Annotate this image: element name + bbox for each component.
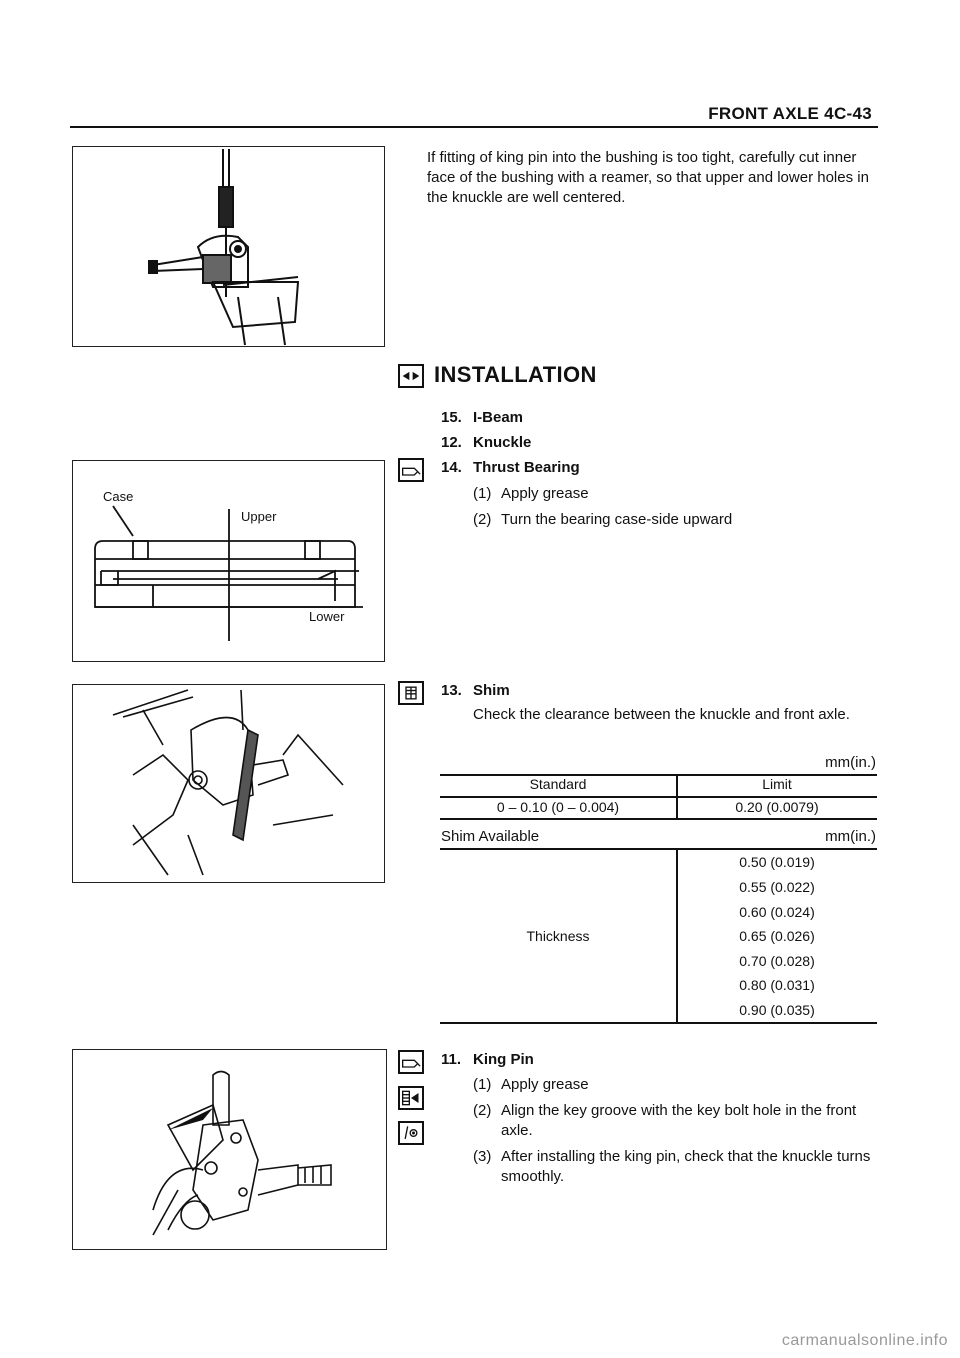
shim-clearance-drawing bbox=[73, 685, 384, 882]
figure-thrust-bearing bbox=[72, 460, 385, 662]
header-limit: Limit bbox=[762, 776, 792, 792]
thickness-value: 0.90 (0.035) bbox=[739, 1002, 815, 1018]
case-label: Case bbox=[103, 489, 134, 504]
thickness-value: 0.80 (0.031) bbox=[739, 977, 815, 993]
thrust-substep-1 bbox=[473, 484, 589, 504]
table-rule bbox=[440, 796, 877, 798]
thickness-value: 0.70 (0.028) bbox=[739, 953, 815, 969]
figure-king-pin bbox=[72, 1049, 387, 1250]
step-label: Knuckle bbox=[473, 434, 532, 451]
step-number: 15. bbox=[441, 409, 462, 426]
substep-number: (1) bbox=[473, 485, 492, 502]
installation-heading: INSTALLATION bbox=[434, 362, 597, 387]
thrust-bearing-drawing bbox=[73, 461, 384, 661]
shim-available-unit: mm(in.) bbox=[825, 828, 876, 845]
step-label: King Pin bbox=[473, 1051, 534, 1068]
limit-value: 0.20 (0.0079) bbox=[735, 799, 819, 815]
page-header-title: FRONT AXLE 4C-43 bbox=[708, 104, 872, 123]
reamer-knuckle-drawing bbox=[73, 147, 384, 346]
table-rule bbox=[440, 818, 877, 820]
step-king-pin bbox=[441, 1050, 534, 1070]
step-knuckle bbox=[441, 433, 531, 453]
shim-available-label: Shim Available bbox=[441, 828, 540, 845]
king-pin-substep-1 bbox=[473, 1075, 878, 1095]
step-label: I-Beam bbox=[473, 409, 524, 426]
substep-text: Apply grease bbox=[501, 1076, 589, 1093]
thickness-value: 0.60 (0.024) bbox=[739, 904, 815, 920]
lower-label: Lower bbox=[309, 609, 345, 624]
step-number: 11. bbox=[441, 1051, 462, 1068]
thickness-value: 0.65 (0.026) bbox=[739, 928, 815, 944]
step-number: 12. bbox=[441, 434, 462, 451]
clearance-unit: mm(in.) bbox=[825, 754, 876, 771]
substep-number: (2) bbox=[473, 1102, 492, 1119]
table-divider bbox=[676, 774, 678, 818]
thickness-label: Thickness bbox=[526, 928, 590, 944]
measure-icon bbox=[398, 681, 424, 705]
step-thrust-bearing bbox=[441, 458, 580, 478]
check-rotation-icon bbox=[398, 1121, 424, 1145]
footer-watermark: carmanualsonline.info bbox=[781, 1332, 948, 1349]
shim-instruction: Check the clearance between the knuckle and front axle. bbox=[473, 706, 850, 723]
assembly-arrows-icon bbox=[398, 364, 424, 388]
substep-text: After installing the king pin, check that the knuckle turns smoothly. bbox=[501, 1148, 871, 1185]
upper-label: Upper bbox=[241, 509, 277, 524]
king-pin-substep-2 bbox=[473, 1101, 878, 1141]
step-number: 14. bbox=[441, 459, 462, 476]
substep-text: Apply grease bbox=[501, 485, 589, 502]
table-rule bbox=[440, 1022, 877, 1024]
table-rule bbox=[440, 848, 877, 850]
figure-reamer-knuckle bbox=[72, 146, 385, 347]
substep-text: Align the key groove with the key bolt hole in the front axle. bbox=[501, 1102, 857, 1139]
step-label: Thrust Bearing bbox=[473, 459, 580, 476]
header-standard: Standard bbox=[529, 776, 587, 792]
grease-icon bbox=[398, 458, 424, 482]
thickness-value: 0.55 (0.022) bbox=[739, 879, 815, 895]
grease-icon bbox=[398, 1050, 424, 1074]
step-ibeam bbox=[441, 408, 523, 428]
standard-value: 0 – 0.10 (0 – 0.004) bbox=[496, 799, 620, 815]
thrust-substep-2 bbox=[473, 510, 732, 530]
substep-text: Turn the bearing case-side upward bbox=[501, 511, 733, 528]
king-pin-drawing bbox=[73, 1050, 386, 1249]
figure-shim-clearance bbox=[72, 684, 385, 883]
king-pin-substep-3 bbox=[473, 1147, 878, 1187]
intro-paragraph: If fitting of king pin into the bushing is too tight, carefully cut inner face of the bushing with a reamer, so that upper and lower holes in the knuckle are well centered. bbox=[427, 149, 869, 206]
step-label: Shim bbox=[473, 682, 510, 699]
substep-number: (1) bbox=[473, 1076, 492, 1093]
substep-number: (3) bbox=[473, 1148, 492, 1165]
step-shim bbox=[441, 681, 510, 701]
align-icon bbox=[398, 1086, 424, 1110]
step-number: 13. bbox=[441, 682, 462, 699]
substep-number: (2) bbox=[473, 511, 492, 528]
thickness-value: 0.50 (0.019) bbox=[739, 854, 815, 870]
header-rule bbox=[70, 126, 878, 128]
